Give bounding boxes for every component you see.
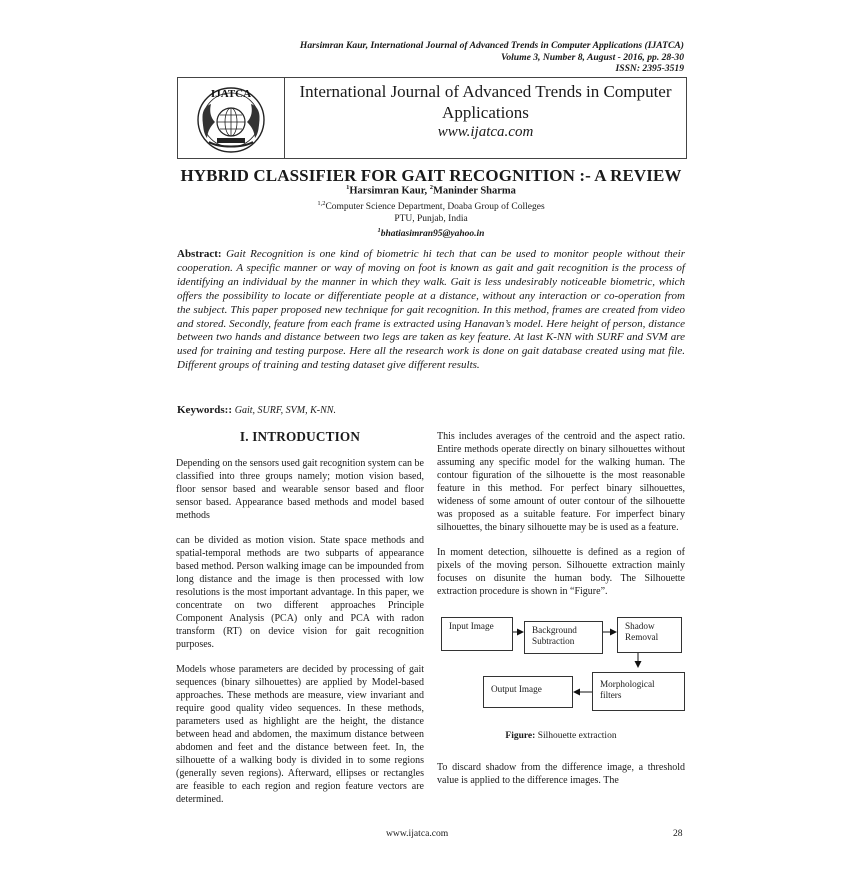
left-column — [176, 430, 424, 818]
figure-caption-text: Silhouette extraction — [537, 731, 617, 741]
author1-superscript: 1 — [346, 184, 350, 191]
flow-box-input-image — [441, 617, 513, 651]
right-paragraph-1: This includes averages of the centroid and the aspect ratio. Entire methods operate directly on binary silhouettes without assuming any specific model for the walking human. The contour figuration of the silhouette is the most reasonable feature in this method. For perfect binary silhouettes, wideness of some amount of outer contour of the silhouette was proposed as a suitable feature. For imperfect binary silhouettes, the binary silhouette may be is used as a feature. — [437, 431, 685, 533]
flow-background-line1: Background — [532, 625, 577, 635]
silhouette-flowchart — [437, 610, 685, 720]
intro-paragraph-1: Depending on the sensors used gait recognition system can be classified into three groups namely; motion vision based, floor sensor based and wearable sensor based and floor sensor based. Appearance based methods and model based methods — [176, 458, 424, 521]
intro-paragraph-2: can be divided as motion vision. State space methods and spatial-temporal methods are two subparts of appearance based method. Person walking image can be impounded from long distance and the image is then processed with low resolutions is the most important advantage. In this paper, we concentrate on two different approaches Principle Component Analysis (PCA) only and PCA with radon transform (RT) on device vision for gait recognition purposes. — [176, 535, 424, 650]
journal-title-cell — [285, 78, 686, 158]
flow-shadow-line1: Shadow — [625, 621, 655, 631]
author1-name: Harsimran Kaur, — [349, 185, 428, 197]
flow-box-output-image — [483, 676, 573, 708]
author-line — [177, 184, 685, 197]
right-paragraph-3: To discard shadow from the difference image, a threshold value is applied to the difference images. The — [437, 762, 685, 786]
journal-header-box — [177, 77, 687, 159]
keywords-label: Keywords:: — [177, 404, 232, 416]
keywords-value: Gait, SURF, SVM, K-NN. — [234, 405, 336, 416]
flow-input-label: Input Image — [449, 621, 494, 631]
right-column — [437, 430, 685, 799]
flow-box-shadow-removal — [617, 617, 682, 653]
flow-background-line2: Subtraction — [532, 636, 575, 646]
journal-name: International Journal of Advanced Trends in Computer Applications — [299, 82, 672, 122]
flow-box-morphological-filters — [592, 672, 685, 711]
affiliation-place: PTU, Punjab, India — [394, 214, 468, 225]
author-email-line — [177, 225, 685, 240]
running-header-line3: ISSN: 2395-3519 — [615, 63, 684, 74]
figure-caption — [437, 730, 685, 743]
flow-morph-line2: filters — [600, 690, 622, 700]
affiliation-dept: Computer Science Department, Doaba Group of Colleges — [325, 202, 545, 213]
affiliation-superscript: 1,2 — [317, 200, 326, 207]
running-header-line2: Volume 3, Number 8, August - 2016, pp. 28-30 — [500, 51, 684, 63]
keywords — [177, 404, 685, 416]
journal-logo-cell — [178, 78, 285, 158]
flow-shadow-line2: Removal — [625, 632, 659, 642]
affiliation-dept-line — [177, 198, 685, 213]
journal-logo-text: IJATCA — [210, 88, 252, 100]
journal-logo — [191, 82, 271, 154]
abstract-label: Abstract: — [177, 248, 222, 260]
abstract — [177, 248, 685, 373]
flow-box-background-subtraction — [524, 621, 603, 654]
journal-url: www.ijatca.com — [437, 124, 534, 140]
page-number: 28 — [673, 828, 683, 839]
email-superscript: 1 — [377, 227, 381, 235]
intro-paragraph-3: Models whose parameters are decided by processing of gait sequences (binary silhouettes) are applied by Model-based approaches. These methods are measure, view invariant and require good quality video sequences. In these methods, parameters used as highlight are the height, the distance between head and abdomen, the maximum distance between abdomen and feet and the distance between feet. In, the silhouette of a walking body is divided in to some regions (generally seven regions). Afterward, ellipses or rectangles are feasible to each region and region feature vectors are determined. — [176, 664, 424, 805]
affiliation-block — [177, 198, 685, 240]
author2-superscript: 2 — [429, 184, 433, 191]
author2-name: Maninder Sharma — [432, 185, 516, 197]
abstract-text: Gait Recognition is one kind of biometric hi tech that can be used to monitor people without their cooperation. A specific manner or way of moving on foot is known as gait and gait recognition is the process of identifying an individual by the manner in which they walk. Gait is less undesirably noticeable biometric, which offers the possibility to locate or differentiate people at a distance, without any interaction or co-operation from the subject. This paper proposed new technique for gait recognition. In this method, frames are created from video and stored. Secondly, feature from each frame is extracted using Hanavan’s model. Here height of person, distance between two hands and distance between two legs are taken as key feature. At last K-NN with SURF and SVM are used for training and testing purpose. Here all the research work is done on gait database created using mat file. Different groups of training and testing dataset give different results. — [177, 248, 685, 372]
section-heading-introduction: I. INTRODUCTION — [239, 429, 361, 444]
figure-label: Figure: — [505, 731, 536, 741]
flow-output-label: Output Image — [491, 684, 542, 694]
running-header-line1: Harsimran Kaur, International Journal of Advanced Trends in Computer Applications (IJATCA) — [299, 40, 684, 51]
paper-title: HYBRID CLASSIFIER FOR GAIT RECOGNITION :- A REVIEW — [180, 166, 682, 185]
author-email: bhatiasimran95@yahoo.in — [380, 229, 485, 240]
flow-morph-line1: Morphological — [600, 679, 655, 689]
footer-url: www.ijatca.com — [386, 828, 449, 839]
right-paragraph-2: In moment detection, silhouette is defined as a region of pixels of the moving person. Silhouette extraction mainly focuses on disunite the human body. The Silhouette extraction procedure is shown in “Figure”. — [437, 547, 685, 597]
running-header — [300, 40, 684, 75]
